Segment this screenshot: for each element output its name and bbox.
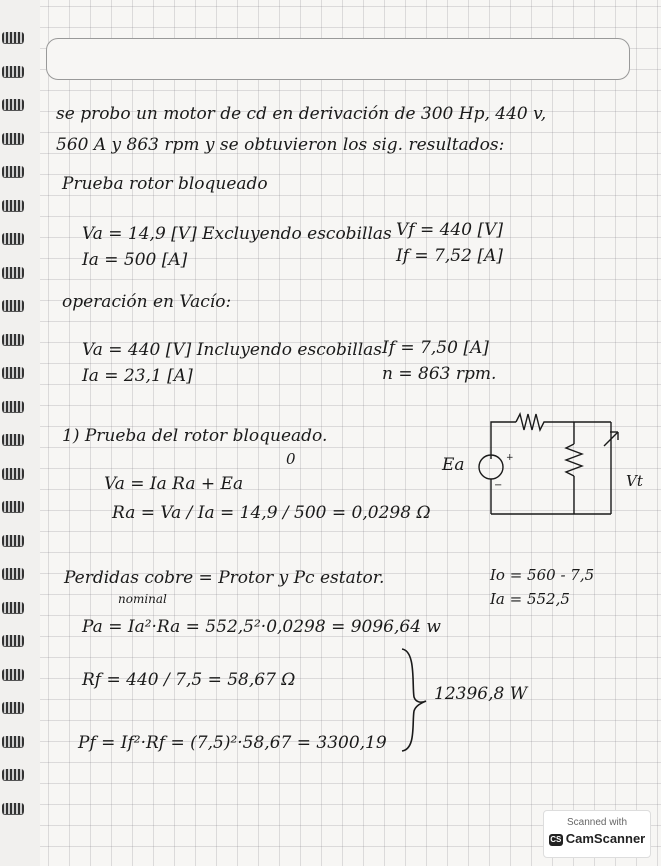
spiral-ring (2, 501, 24, 512)
section-blocked-rotor: Prueba rotor bloqueado (62, 174, 268, 194)
blocked-vf: Vf = 440 [V] (396, 220, 504, 240)
spiral-ring (2, 367, 24, 378)
nominal-note: nominal (118, 592, 167, 606)
copper-losses-title: Perdidas cobre = Protor y Pc estator. (64, 568, 385, 588)
noload-ia: Ia = 23,1 [A] (82, 366, 193, 386)
header-box (46, 38, 630, 80)
shunt-motor-circuit-diagram (436, 404, 646, 522)
watermark-line-1: Scanned with (566, 817, 628, 828)
blocked-if: If = 7,52 [A] (396, 246, 503, 266)
spiral-ring (2, 468, 24, 479)
spiral-ring (2, 669, 24, 680)
spiral-ring (2, 32, 24, 43)
total-brace (396, 645, 430, 755)
circuit-label-ea: Ea (442, 455, 465, 475)
blocked-ia: Ia = 500 [A] (82, 250, 188, 270)
spiral-ring (2, 702, 24, 713)
equation-armature-resistance: Ra = Va / Ia = 14,9 / 500 = 0,0298 Ω (112, 503, 431, 523)
spiral-ring (2, 200, 24, 211)
spiral-ring (2, 602, 24, 613)
spiral-ring (2, 568, 24, 579)
armature-copper-loss: Pa = Ia²·Ra = 552,5²·0,0298 = 9096,64 w (82, 617, 441, 637)
camscanner-icon: CS (550, 834, 562, 844)
spiral-binding (0, 0, 40, 866)
blocked-va: Va = 14,9 [V] Excluyendo escobillas (82, 224, 392, 244)
spiral-ring (2, 434, 24, 445)
spiral-ring (2, 334, 24, 345)
watermark-line-2 (544, 831, 650, 846)
field-resistance: Rf = 440 / 7,5 = 58,67 Ω (82, 670, 296, 690)
spiral-ring (2, 535, 24, 546)
ea-zero-note: 0 (286, 450, 296, 468)
spiral-ring (2, 635, 24, 646)
section-no-load: operación en Vacío: (62, 292, 232, 312)
watermark-brand: CamScanner (565, 831, 646, 846)
step-1-title: 1) Prueba del rotor bloqueado. (62, 426, 328, 446)
total-copper-loss: 12396,8 W (434, 684, 528, 704)
ia-value: Ia = 552,5 (490, 590, 570, 608)
spiral-ring (2, 401, 24, 412)
equation-voltage: Va = Ia Ra + Ea (104, 474, 244, 494)
spiral-ring (2, 769, 24, 780)
spiral-ring (2, 99, 24, 110)
svg-text:+: + (506, 453, 514, 463)
spiral-ring (2, 66, 24, 77)
noload-speed: n = 863 rpm. (382, 364, 497, 384)
spiral-ring (2, 803, 24, 814)
intro-line-1: se probo un motor de cd en derivación de 300 Hp, 440 v, (56, 104, 547, 124)
intro-line-2: 560 A y 863 rpm y se obtuvieron los sig. resultados: (56, 135, 505, 155)
noload-if: If = 7,50 [A] (382, 338, 489, 358)
spiral-ring (2, 233, 24, 244)
circuit-label-vt: Vt (626, 472, 643, 490)
spiral-ring (2, 166, 24, 177)
svg-text:−: − (494, 480, 503, 491)
camscanner-watermark (543, 810, 651, 858)
spiral-ring (2, 736, 24, 747)
spiral-ring (2, 267, 24, 278)
noload-va: Va = 440 [V] Incluyendo escobillas (82, 340, 382, 360)
spiral-ring (2, 133, 24, 144)
io-value: Io = 560 - 7,5 (490, 566, 595, 584)
spiral-ring (2, 300, 24, 311)
field-copper-loss: Pf = If²·Rf = (7,5)²·58,67 = 3300,19 (78, 733, 387, 753)
